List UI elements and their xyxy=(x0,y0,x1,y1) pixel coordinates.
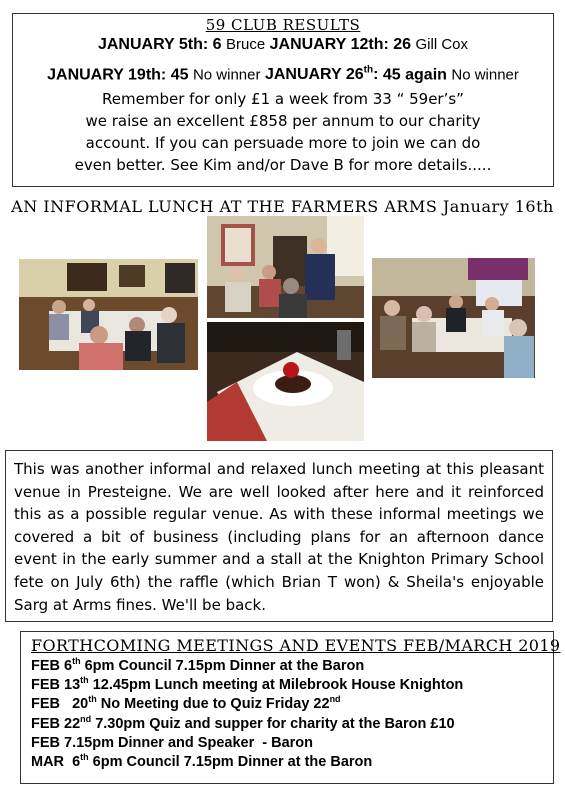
club-results-box xyxy=(12,13,554,187)
result-winner: No winner xyxy=(192,66,261,84)
result-number: 45 xyxy=(170,66,189,84)
lunch-photo-right xyxy=(372,258,535,378)
result-date: JANUARY 19th: xyxy=(47,66,167,84)
event-item: FEB 7.15pm Dinner and Speaker - Baron xyxy=(31,734,314,751)
results-row-1 xyxy=(13,34,553,56)
lunch-report-text: This was another informal and relaxed lunch meeting at this pleasant venue in Presteigne. We are well looked after here and it reinforced this as a possible regular venue. As with these informal meetings we covered a bit of business (including plans for an afternoon dance event in the early summer and a stall at the Knighton Primary School fete on July 6th) the raffle (which Brian T won) & Sheila's enjoyable Sarg at Arms fines. We'll be back. xyxy=(14,460,544,614)
result-date: JANUARY 26th: xyxy=(264,65,379,84)
result-winner: Bruce xyxy=(226,36,266,53)
result-number: 6 xyxy=(212,36,222,53)
events-box xyxy=(20,631,561,784)
reminder-line: Remember for only £1 a week from 33 “ 59er’s” xyxy=(102,90,464,109)
reminder-text xyxy=(13,88,553,176)
result-winner: Gill Cox xyxy=(415,36,469,53)
event-item: FEB 13th 12.45pm Lunch meeting at Milebrook House Knighton xyxy=(31,675,464,694)
lunch-report-box xyxy=(5,450,553,622)
reminder-line: we raise an excellent £858 per annum to our charity xyxy=(85,112,481,131)
lunch-heading: AN INFORMAL LUNCH AT THE FARMERS ARMS January 16th xyxy=(11,197,554,216)
result-number: 26 xyxy=(393,36,412,53)
lunch-photo-dessert xyxy=(207,322,364,441)
event-item: FEB 6th 6pm Council 7.15pm Dinner at the Baron xyxy=(31,656,365,674)
event-item: FEB 20th No Meeting due to Quiz Friday 22nd xyxy=(31,694,341,713)
result-date: JANUARY 12th: xyxy=(269,36,389,53)
events-title: FORTHCOMING MEETINGS AND EVENTS FEB/MARCH 2019 xyxy=(31,636,561,655)
reminder-line: account. If you can persuade more to join we can do xyxy=(85,134,481,153)
lunch-photo-left xyxy=(19,259,198,370)
club-results-title: 59 CLUB RESULTS xyxy=(205,16,361,34)
lunch-photo-top-center xyxy=(207,216,364,318)
result-winner: No winner xyxy=(451,66,519,84)
result-date: JANUARY 5th: xyxy=(97,36,209,53)
event-item: FEB 22nd 7.30pm Quiz and supper for charity at the Baron £10 xyxy=(31,713,455,732)
results-row-2 xyxy=(13,60,553,86)
reminder-line: even better. See Kim and/or Dave B for more details..... xyxy=(74,156,492,175)
result-number: 45 again xyxy=(382,66,447,84)
event-item: MAR 6th 6pm Council 7.15pm Dinner at the Baron xyxy=(31,752,373,771)
